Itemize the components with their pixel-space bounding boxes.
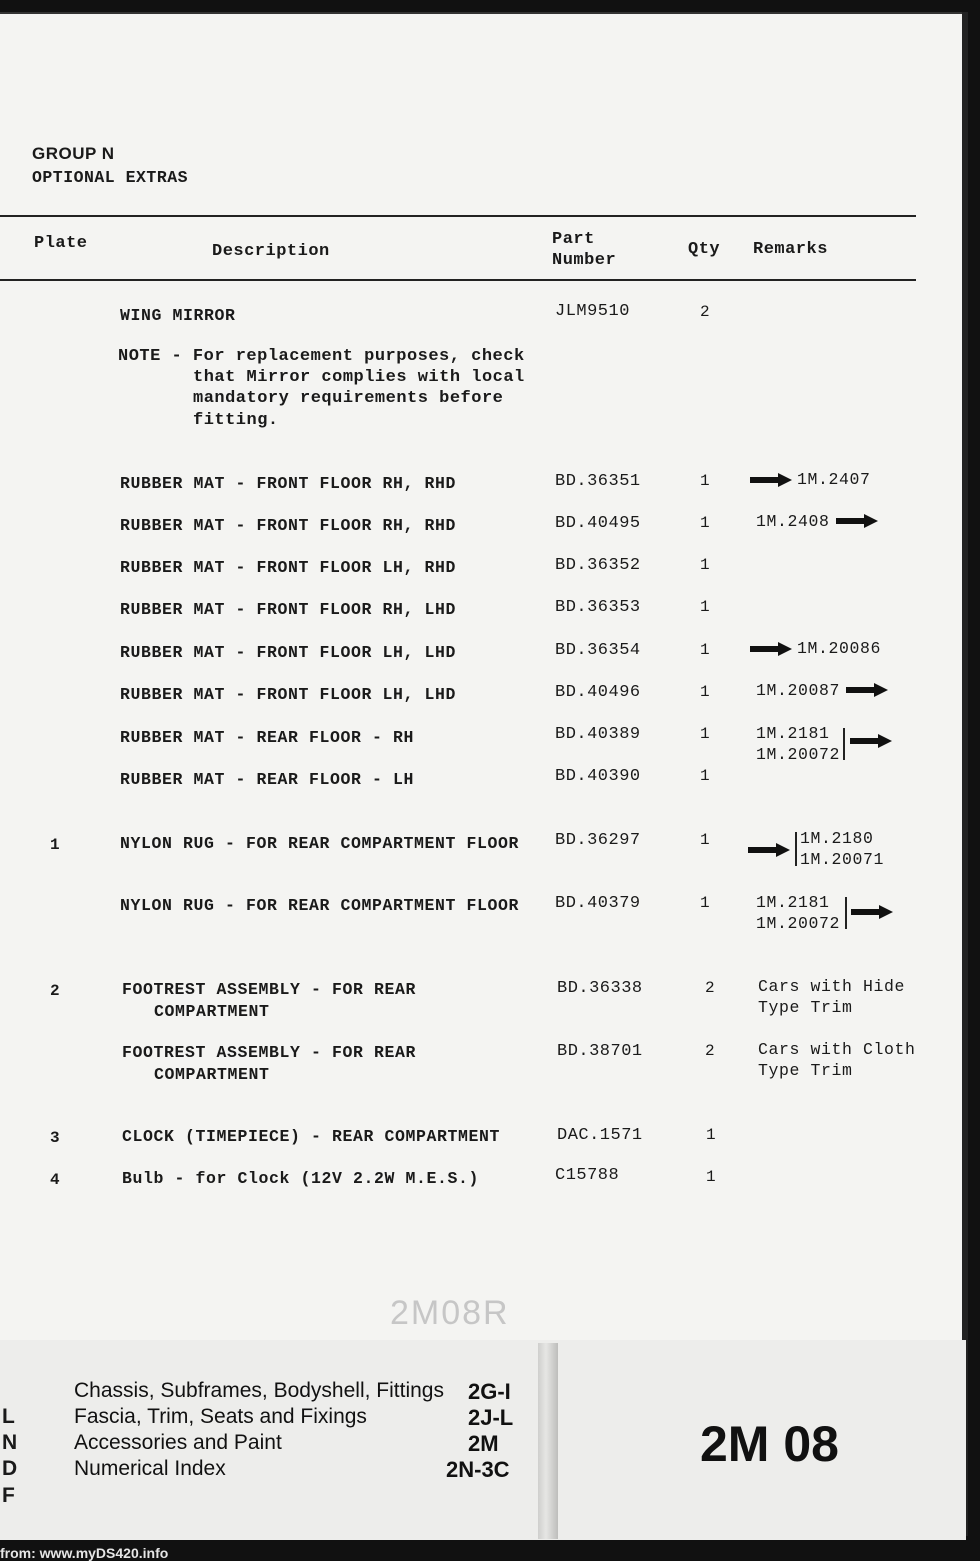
row-description: FOOTREST ASSEMBLY - FOR REAR: [122, 1043, 417, 1062]
row-part-number: BD.38701: [557, 1042, 643, 1061]
col-description: Description: [212, 242, 330, 261]
row-description: Bulb - for Clock (12V 2.2W M.E.S.): [122, 1169, 480, 1188]
row-remark: Type Trim: [758, 1061, 853, 1080]
row-part-number: BD.36352: [555, 556, 641, 575]
row-plate: 1: [50, 836, 60, 854]
index-code: 2G-I: [468, 1379, 511, 1404]
section-title: OPTIONAL EXTRAS: [32, 168, 189, 187]
row-description: WING MIRROR: [120, 306, 236, 325]
row-plate: 3: [50, 1129, 60, 1147]
index-label: Numerical Index: [74, 1457, 226, 1480]
arrow-right-icon: [850, 734, 892, 748]
row-qty: 1: [700, 831, 710, 849]
row-qty: 1: [700, 725, 710, 743]
row-part-number: BD.36354: [555, 641, 641, 660]
page-code: 2M 08: [700, 1416, 839, 1472]
row-description: COMPARTMENT: [154, 1065, 270, 1084]
arrow-right-icon: [748, 843, 790, 857]
row-part-number: BD.40389: [555, 725, 641, 744]
row-part-number: BD.40379: [555, 894, 641, 913]
note-line: NOTE - For replacement purposes, check: [118, 347, 525, 366]
row-remark: 1M.20072: [756, 745, 841, 764]
row-qty: 2: [705, 1042, 715, 1060]
header-rule-bottom: [0, 279, 916, 281]
row-part-number: BD.36297: [555, 831, 641, 850]
row-description: RUBBER MAT - FRONT FLOOR LH, LHD: [120, 685, 457, 704]
arrow-right-icon: [851, 905, 893, 919]
group-title: GROUP N: [32, 144, 115, 163]
row-description: FOOTREST ASSEMBLY - FOR REAR: [122, 980, 417, 999]
row-remark: Cars with Cloth: [758, 1040, 916, 1059]
row-remark: 1M.2408: [756, 512, 830, 531]
row-qty: 1: [706, 1168, 716, 1186]
row-description: RUBBER MAT - FRONT FLOOR RH, LHD: [120, 600, 457, 619]
arrow-right-icon: [836, 514, 878, 528]
row-description: NYLON RUG - FOR REAR COMPARTMENT FLOOR: [120, 834, 520, 853]
row-description: RUBBER MAT - FRONT FLOOR RH, RHD: [120, 516, 457, 535]
col-remarks: Remarks: [753, 240, 828, 259]
row-part-number: JLM9510: [555, 302, 630, 321]
row-qty: 2: [700, 303, 710, 321]
row-remark: 1M.20087: [756, 681, 841, 700]
arrow-right-icon: [750, 473, 792, 487]
row-part-number: BD.36338: [557, 979, 643, 998]
row-qty: 1: [706, 1126, 716, 1144]
index-code: 2N-3C: [446, 1457, 510, 1482]
footer-divider: [538, 1343, 558, 1539]
source-credit: from: www.myDS420.info: [0, 1545, 169, 1561]
index-label: Fascia, Trim, Seats and Fixings: [74, 1405, 367, 1428]
row-part-number: BD.36353: [555, 598, 641, 617]
index-letter: F: [2, 1484, 15, 1507]
row-description: RUBBER MAT - REAR FLOOR - LH: [120, 770, 415, 789]
row-qty: 1: [700, 598, 710, 616]
index-letter: L: [2, 1405, 15, 1428]
index-letter: D: [2, 1457, 18, 1480]
page-stamp: 2M08R: [390, 1294, 510, 1332]
row-remark: 1M.2407: [797, 470, 871, 489]
row-description: CLOCK (TIMEPIECE) - REAR COMPARTMENT: [122, 1127, 501, 1146]
row-remark: 1M.2181: [756, 893, 830, 912]
bracket-line: [843, 728, 845, 760]
row-part-number: BD.40495: [555, 514, 641, 533]
row-description: RUBBER MAT - FRONT FLOOR LH, RHD: [120, 558, 457, 577]
row-part-number: C15788: [555, 1166, 620, 1185]
row-remark: 1M.20072: [756, 914, 841, 933]
row-description: COMPARTMENT: [154, 1002, 270, 1021]
row-description: RUBBER MAT - FRONT FLOOR RH, RHD: [120, 474, 457, 493]
row-part-number: BD.40390: [555, 767, 641, 786]
col-qty: Qty: [688, 240, 721, 259]
row-qty: 1: [700, 767, 710, 785]
row-qty: 1: [700, 894, 710, 912]
index-code: 2M: [468, 1431, 499, 1456]
bracket-line: [845, 897, 847, 929]
row-part-number: BD.40496: [555, 683, 641, 702]
row-qty: 1: [700, 556, 710, 574]
row-remark: 1M.20086: [797, 639, 882, 658]
index-label: Chassis, Subframes, Bodyshell, Fittings: [74, 1379, 444, 1402]
index-letter: N: [2, 1431, 18, 1454]
header-rule-top: [0, 215, 916, 217]
row-description: RUBBER MAT - REAR FLOOR - RH: [120, 728, 415, 747]
row-description: RUBBER MAT - FRONT FLOOR LH, LHD: [120, 643, 457, 662]
row-plate: 4: [50, 1171, 60, 1189]
note-line: mandatory requirements before: [193, 389, 504, 408]
row-qty: 1: [700, 683, 710, 701]
note-line: that Mirror complies with local: [193, 368, 525, 387]
row-remark: 1M.20071: [800, 850, 885, 869]
row-qty: 1: [700, 514, 710, 532]
row-qty: 1: [700, 641, 710, 659]
row-description: NYLON RUG - FOR REAR COMPARTMENT FLOOR: [120, 896, 520, 915]
col-plate: Plate: [34, 234, 88, 253]
arrow-right-icon: [750, 642, 792, 656]
index-code: 2J-L: [468, 1405, 514, 1430]
row-qty: 2: [705, 979, 715, 997]
index-label: Accessories and Paint: [74, 1431, 282, 1454]
row-remark: 1M.2180: [800, 829, 874, 848]
note-line: fitting.: [193, 411, 279, 430]
col-part-number-1: Part: [552, 230, 595, 249]
row-remark: Type Trim: [758, 998, 853, 1017]
page-edge: [962, 12, 968, 1542]
row-plate: 2: [50, 982, 60, 1000]
col-part-number-2: Number: [552, 251, 617, 270]
row-part-number: BD.36351: [555, 472, 641, 491]
row-remark: Cars with Hide: [758, 977, 906, 996]
row-remark: 1M.2181: [756, 724, 830, 743]
row-qty: 1: [700, 472, 710, 490]
arrow-right-icon: [846, 683, 888, 697]
row-part-number: DAC.1571: [557, 1126, 643, 1145]
bracket-line: [795, 832, 797, 866]
